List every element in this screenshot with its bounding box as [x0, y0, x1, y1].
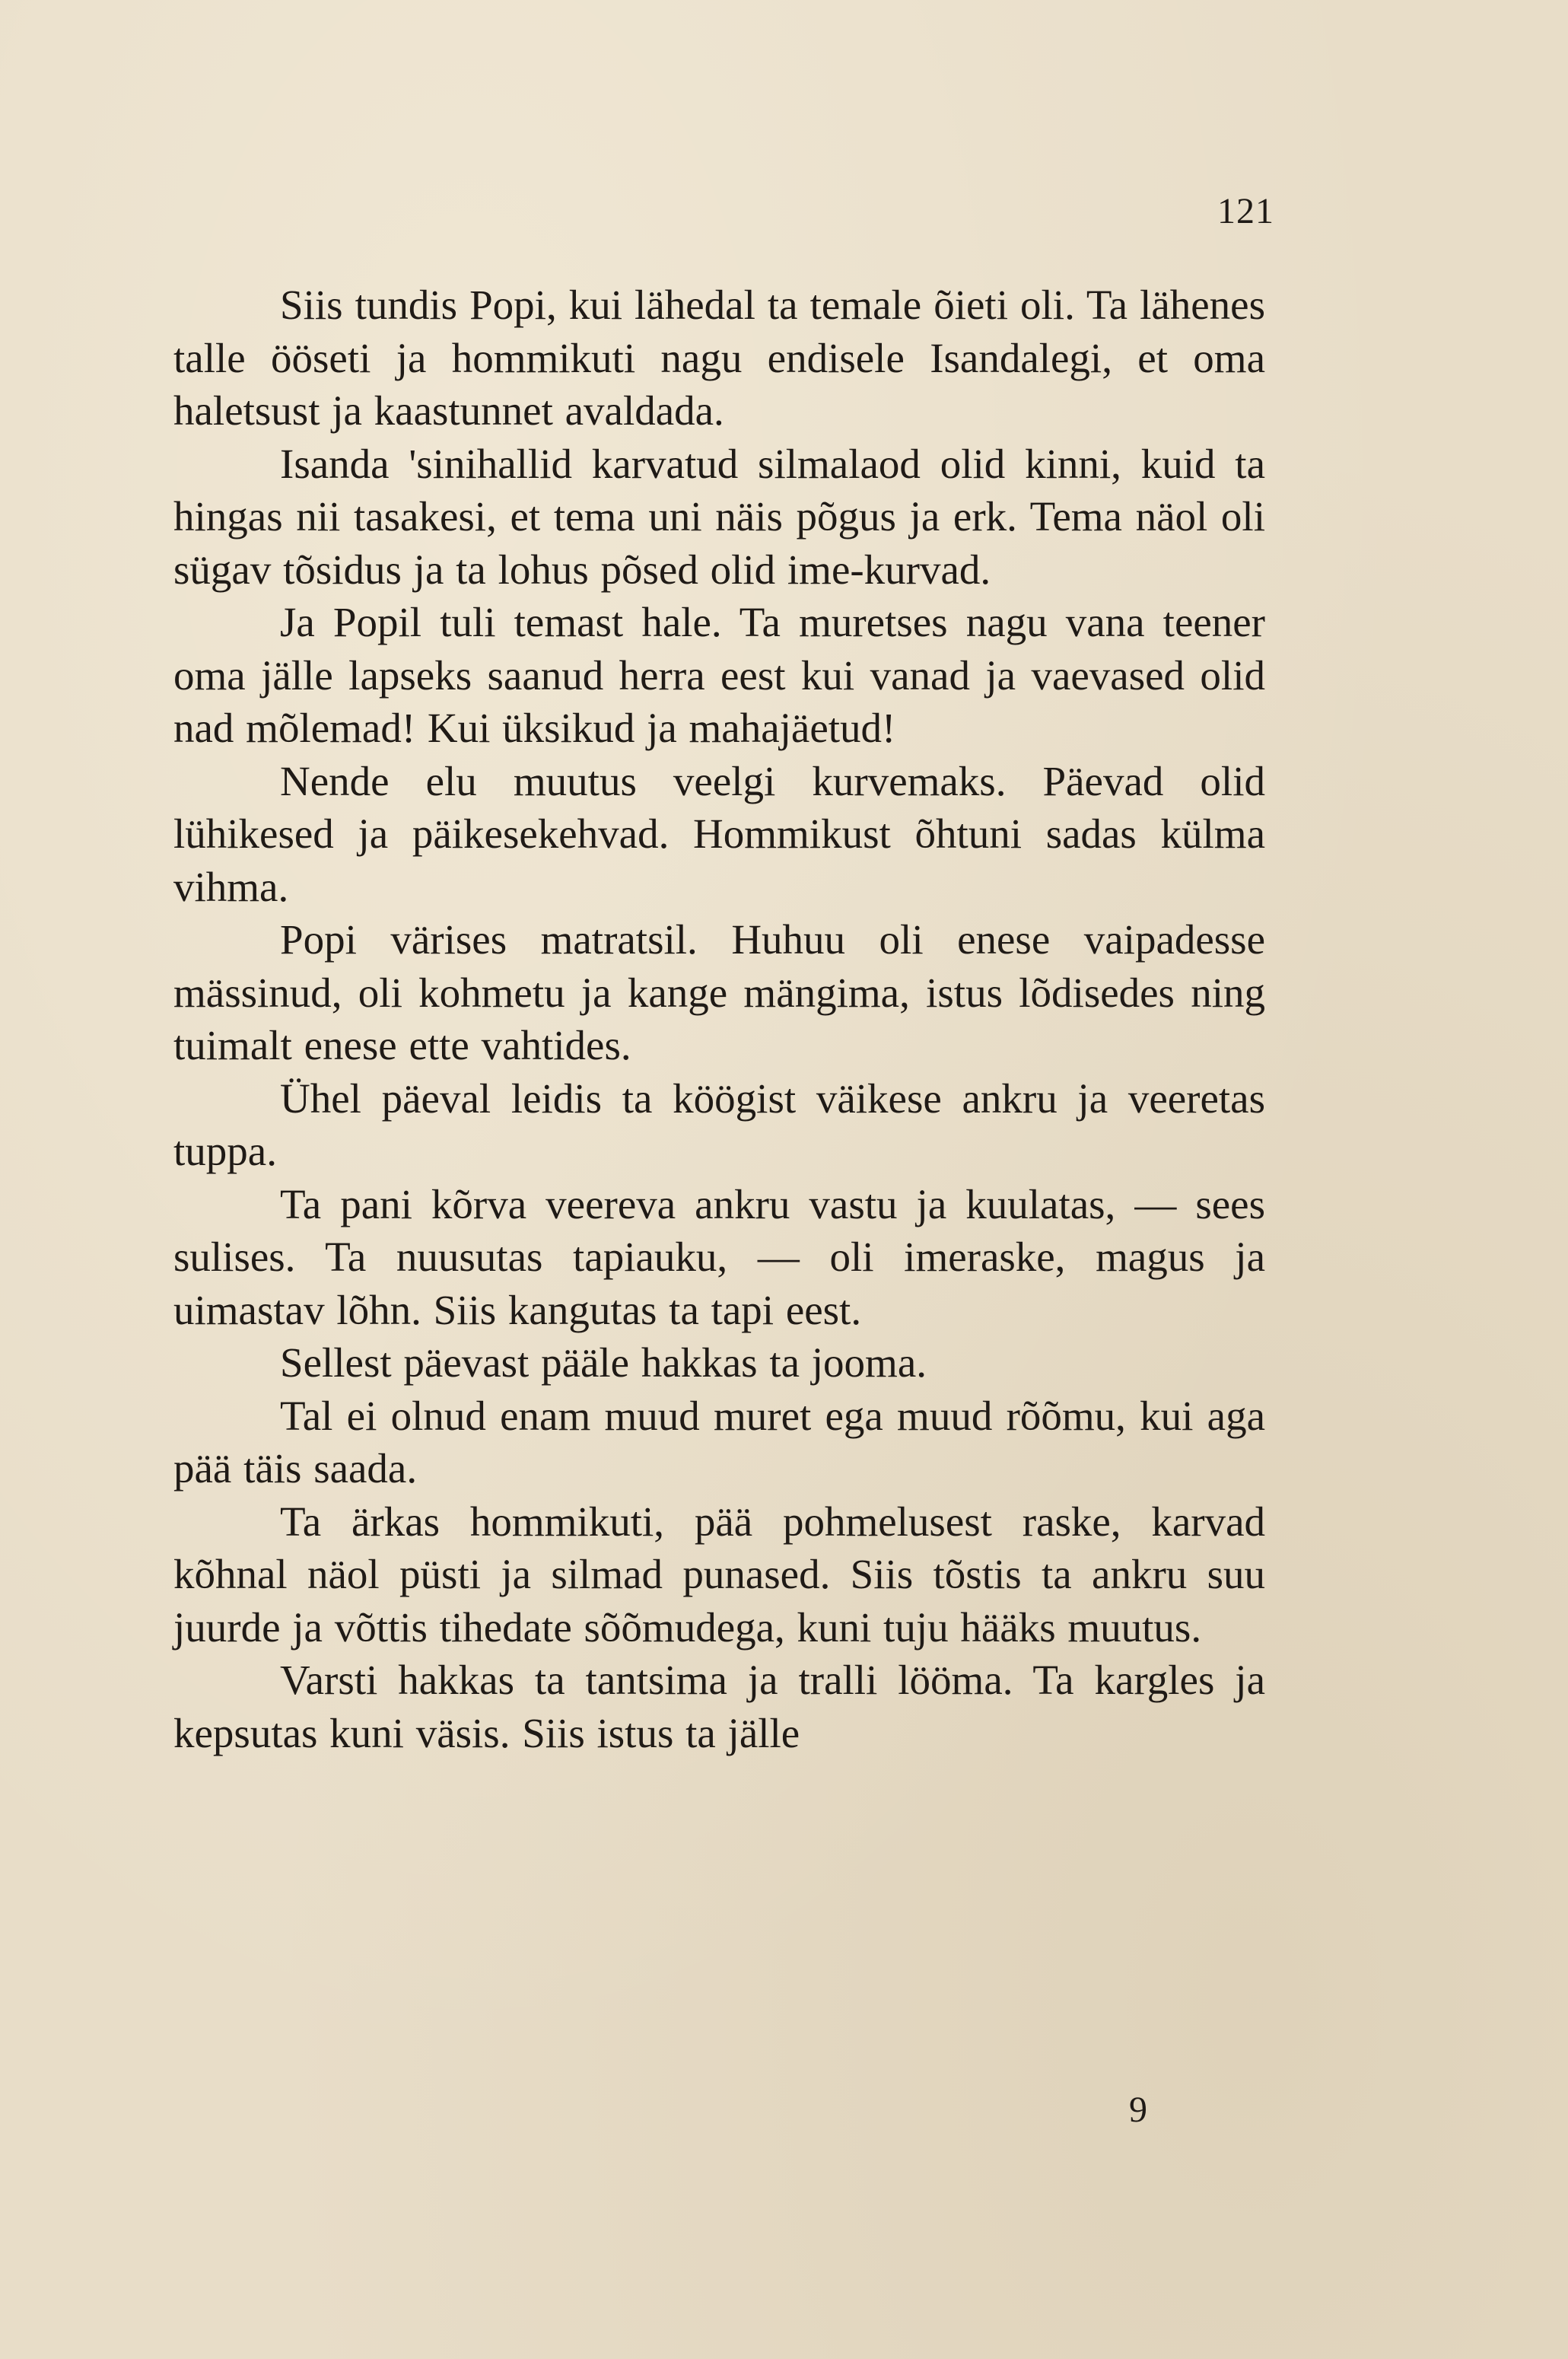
- paragraph-3: Ja Popil tuli temast hale. Ta muretses nagu vana teener oma jälle lapseks saanud herra eest kui vanad ja vaevased olid nad mõlemad! Kui üksikud ja mahajäetud!: [173, 599, 1265, 751]
- paragraph-1: Siis tundis Popi, kui lähedal ta temale õieti oli. Ta lähenes talle ööseti ja hommikuti nagu endisele Isandalegi, et oma haletsust ja kaastunnet avaldada.: [173, 282, 1265, 434]
- paragraph-11: Varsti hakkas ta tantsima ja tralli lööma. Ta kargles ja kepsutas kuni väsis. Siis istus ta jälle: [173, 1657, 1265, 1756]
- signature-mark: 9: [1129, 2090, 1147, 2130]
- paragraph-2: Isanda 'sinihallid karvatud silmalaod olid kinni, kuid ta hingas nii tasakesi, et tema uni näis põgus ja erk. Tema näol oli sügav tõsidus ja ta lohus põsed olid ime-kurvad.: [173, 440, 1265, 593]
- paragraph-5: Popi värises matratsil. Huhuu oli enese vaipadesse mässinud, oli kohmetu ja kange mängima, istus lõdisedes ning tuimalt enese ette vahtides.: [173, 916, 1265, 1068]
- paragraph-9: Tal ei olnud enam muud muret ega muud rõõmu, kui aga pää täis saada.: [173, 1392, 1265, 1491]
- body-text: [173, 279, 1265, 1759]
- page-number: 121: [1217, 191, 1274, 231]
- paragraph-7: Ta pani kõrva veereva ankru vastu ja kuulatas, — sees sulises. Ta nuusutas tapiauku, — oli imeraske, magus ja uimastav lõhn. Siis kangutas ta tapi eest.: [173, 1180, 1265, 1333]
- paragraph-8: Sellest päevast pääle hakkas ta jooma.: [280, 1339, 927, 1386]
- paragraph-10: Ta ärkas hommikuti, pää pohmelusest raske, karvad kõhnal näol püsti ja silmad punased. Siis tõstis ta ankru suu juurde ja võttis tihedate sõõmudega, kuni tuju hääks muutus.: [173, 1498, 1265, 1651]
- paragraph-6: Ühel päeval leidis ta köögist väikese ankru ja veeretas tuppa.: [173, 1074, 1265, 1174]
- paragraph-4: Nende elu muutus veelgi kurvemaks. Päevad olid lühikesed ja päikesekehvad. Hommikust õhtuni sadas külma vihma.: [173, 757, 1265, 910]
